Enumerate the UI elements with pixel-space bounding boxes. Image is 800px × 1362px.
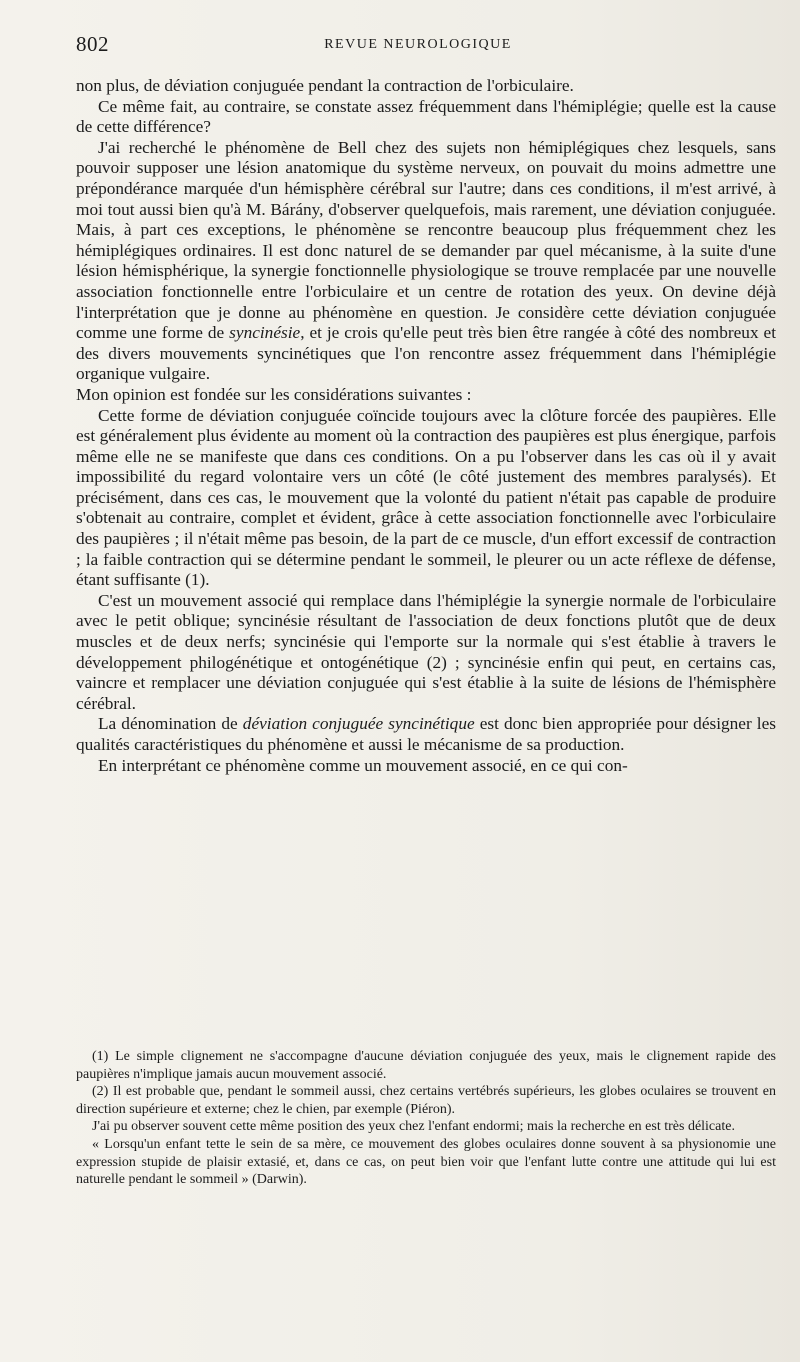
- paragraph-4: Mon opinion est fondée sur les considérations suivantes :: [76, 384, 472, 404]
- page-header: [76, 32, 760, 62]
- paragraph-3-emphasis: syncinésie: [229, 323, 301, 343]
- paragraph-3: [76, 138, 776, 385]
- page-number: 802: [76, 32, 109, 56]
- paragraph-7-emphasis: déviation conjuguée syncinétique: [242, 714, 475, 734]
- footnote-2: (2) Il est probable que, pendant le sommeil aussi, chez certains vertébrés supérieurs, les globes oculaires se trouvent en direction supérieure et externe; chez le chien, par exemple (Piéron).: [76, 1084, 776, 1117]
- body-text: [76, 76, 776, 776]
- footnote-1: (1) Le simple clignement ne s'accompagne d'aucune déviation conjuguée des yeux, mais le clignement rapide des paupières n'implique jamais aucun mouvement associé.: [76, 1049, 776, 1082]
- paragraph-6: C'est un mouvement associé qui remplace dans l'hémiplégie la synergie normale de l'orbiculaire avec le petit oblique; syncinésie résultant de l'association de deux fonctions plutôt que de deux muscles et de deux nerfs; syncinésie qui l'emporte sur la normale qui s'est établie à travers le développement philogénétique et ontogénétique (2) ; syncinésie enfin qui peut, en certains cas, vaincre et remplacer une déviation conjuguée qui s'est établie à la suite de lésions de l'hémisphère cérébral.: [76, 590, 776, 713]
- paragraph-3-end: , et je crois qu'elle peut très bien être rangée à côté des nombreux et des divers mouvements syncinétiques que l'on rencontre assez fréquemment dans l'hémiplégie organique vulgaire.: [76, 323, 776, 384]
- paragraph-7-end: est donc bien appropriée pour désigner les qualités caractéristiques du phénomène et aussi le mécanisme de sa production.: [76, 714, 776, 754]
- paragraph-8: En interprétant ce phénomène comme un mouvement associé, en ce qui con-: [98, 755, 628, 775]
- running-title: REVUE NEUROLOGIQUE: [324, 37, 512, 52]
- paragraph-2: Ce même fait, au contraire, se constate assez fréquemment dans l'hémiplégie; quelle est la cause de cette différence?: [76, 96, 776, 137]
- footnote-4: « Lorsqu'un enfant tette le sein de sa mère, ce mouvement des globes oculaires donne souvent à sa physionomie une expression stupide de plaisir extasié, et, dans ce cas, on peut bien voir que l'enfant lutte contre une attitude qui lui est naturelle pendant le sommeil » (Darwin).: [76, 1136, 776, 1188]
- paragraph-5: Cette forme de déviation conjuguée coïncide toujours avec la clôture forcée des paupières. Elle est généralement plus évidente au moment où la contraction des paupières est plus énergique, parfois même elle ne se manifeste que dans ces conditions. On a pu l'observer dans les cas où il y avait impossibilité du regard volontaire vers un côté (le côté justement des membres paralysés). Et précisément, dans ces cas, le mouvement que la volonté du patient n'était pas capable de produire s'obtenait au contraire, complet et évident, grâce à cette association fonctionnelle avec l'orbiculaire des paupières ; il n'était même pas besoin, de la part de ce muscle, d'un effort excessif de contraction ; la faible contraction qui se détermine pendant le sommeil, le pleurer ou un acte réflexe de défense, étant suffisante (1).: [76, 405, 776, 590]
- footnote-3: J'ai pu observer souvent cette même position des yeux chez l'enfant endormi; mais la recherche en est très délicate.: [92, 1119, 735, 1135]
- paragraph-3-text: J'ai recherché le phénomène de Bell chez des sujets non hémiplégiques chez lesquels, sans pouvoir supposer une lésion anatomique du système nerveux, on pouvait du moins admettre une prépondérance marquée d'un hémisphère cérébral sur l'autre; dans ces conditions, il m'est arrivé, à moi tout aussi bien qu'à M. Bárány, d'observer quelquefois, mais rarement, une déviation conjuguée. Mais, à part ces exceptions, le phénomène se rencontre beaucoup plus fréquemment chez les hémiplégiques ordinaires. Il est donc naturel de se demander par quel mécanisme, à la suite d'une lésion hémisphérique, la synergie fonctionnelle physiologique se trouve remplacée par une nouvelle association fonctionnelle entre l'orbiculaire et un centre de rotation des yeux. On devine déjà l'interprétation que je donne au phénomène en question. Je considère cette déviation conjuguée comme une forme de: [76, 137, 776, 343]
- footnotes: [76, 1048, 776, 1189]
- paragraph-7-start: La dénomination de: [98, 714, 238, 734]
- paragraph-1: non plus, de déviation conjuguée pendant la contraction de l'orbiculaire.: [76, 76, 574, 95]
- paragraph-7: [76, 714, 776, 755]
